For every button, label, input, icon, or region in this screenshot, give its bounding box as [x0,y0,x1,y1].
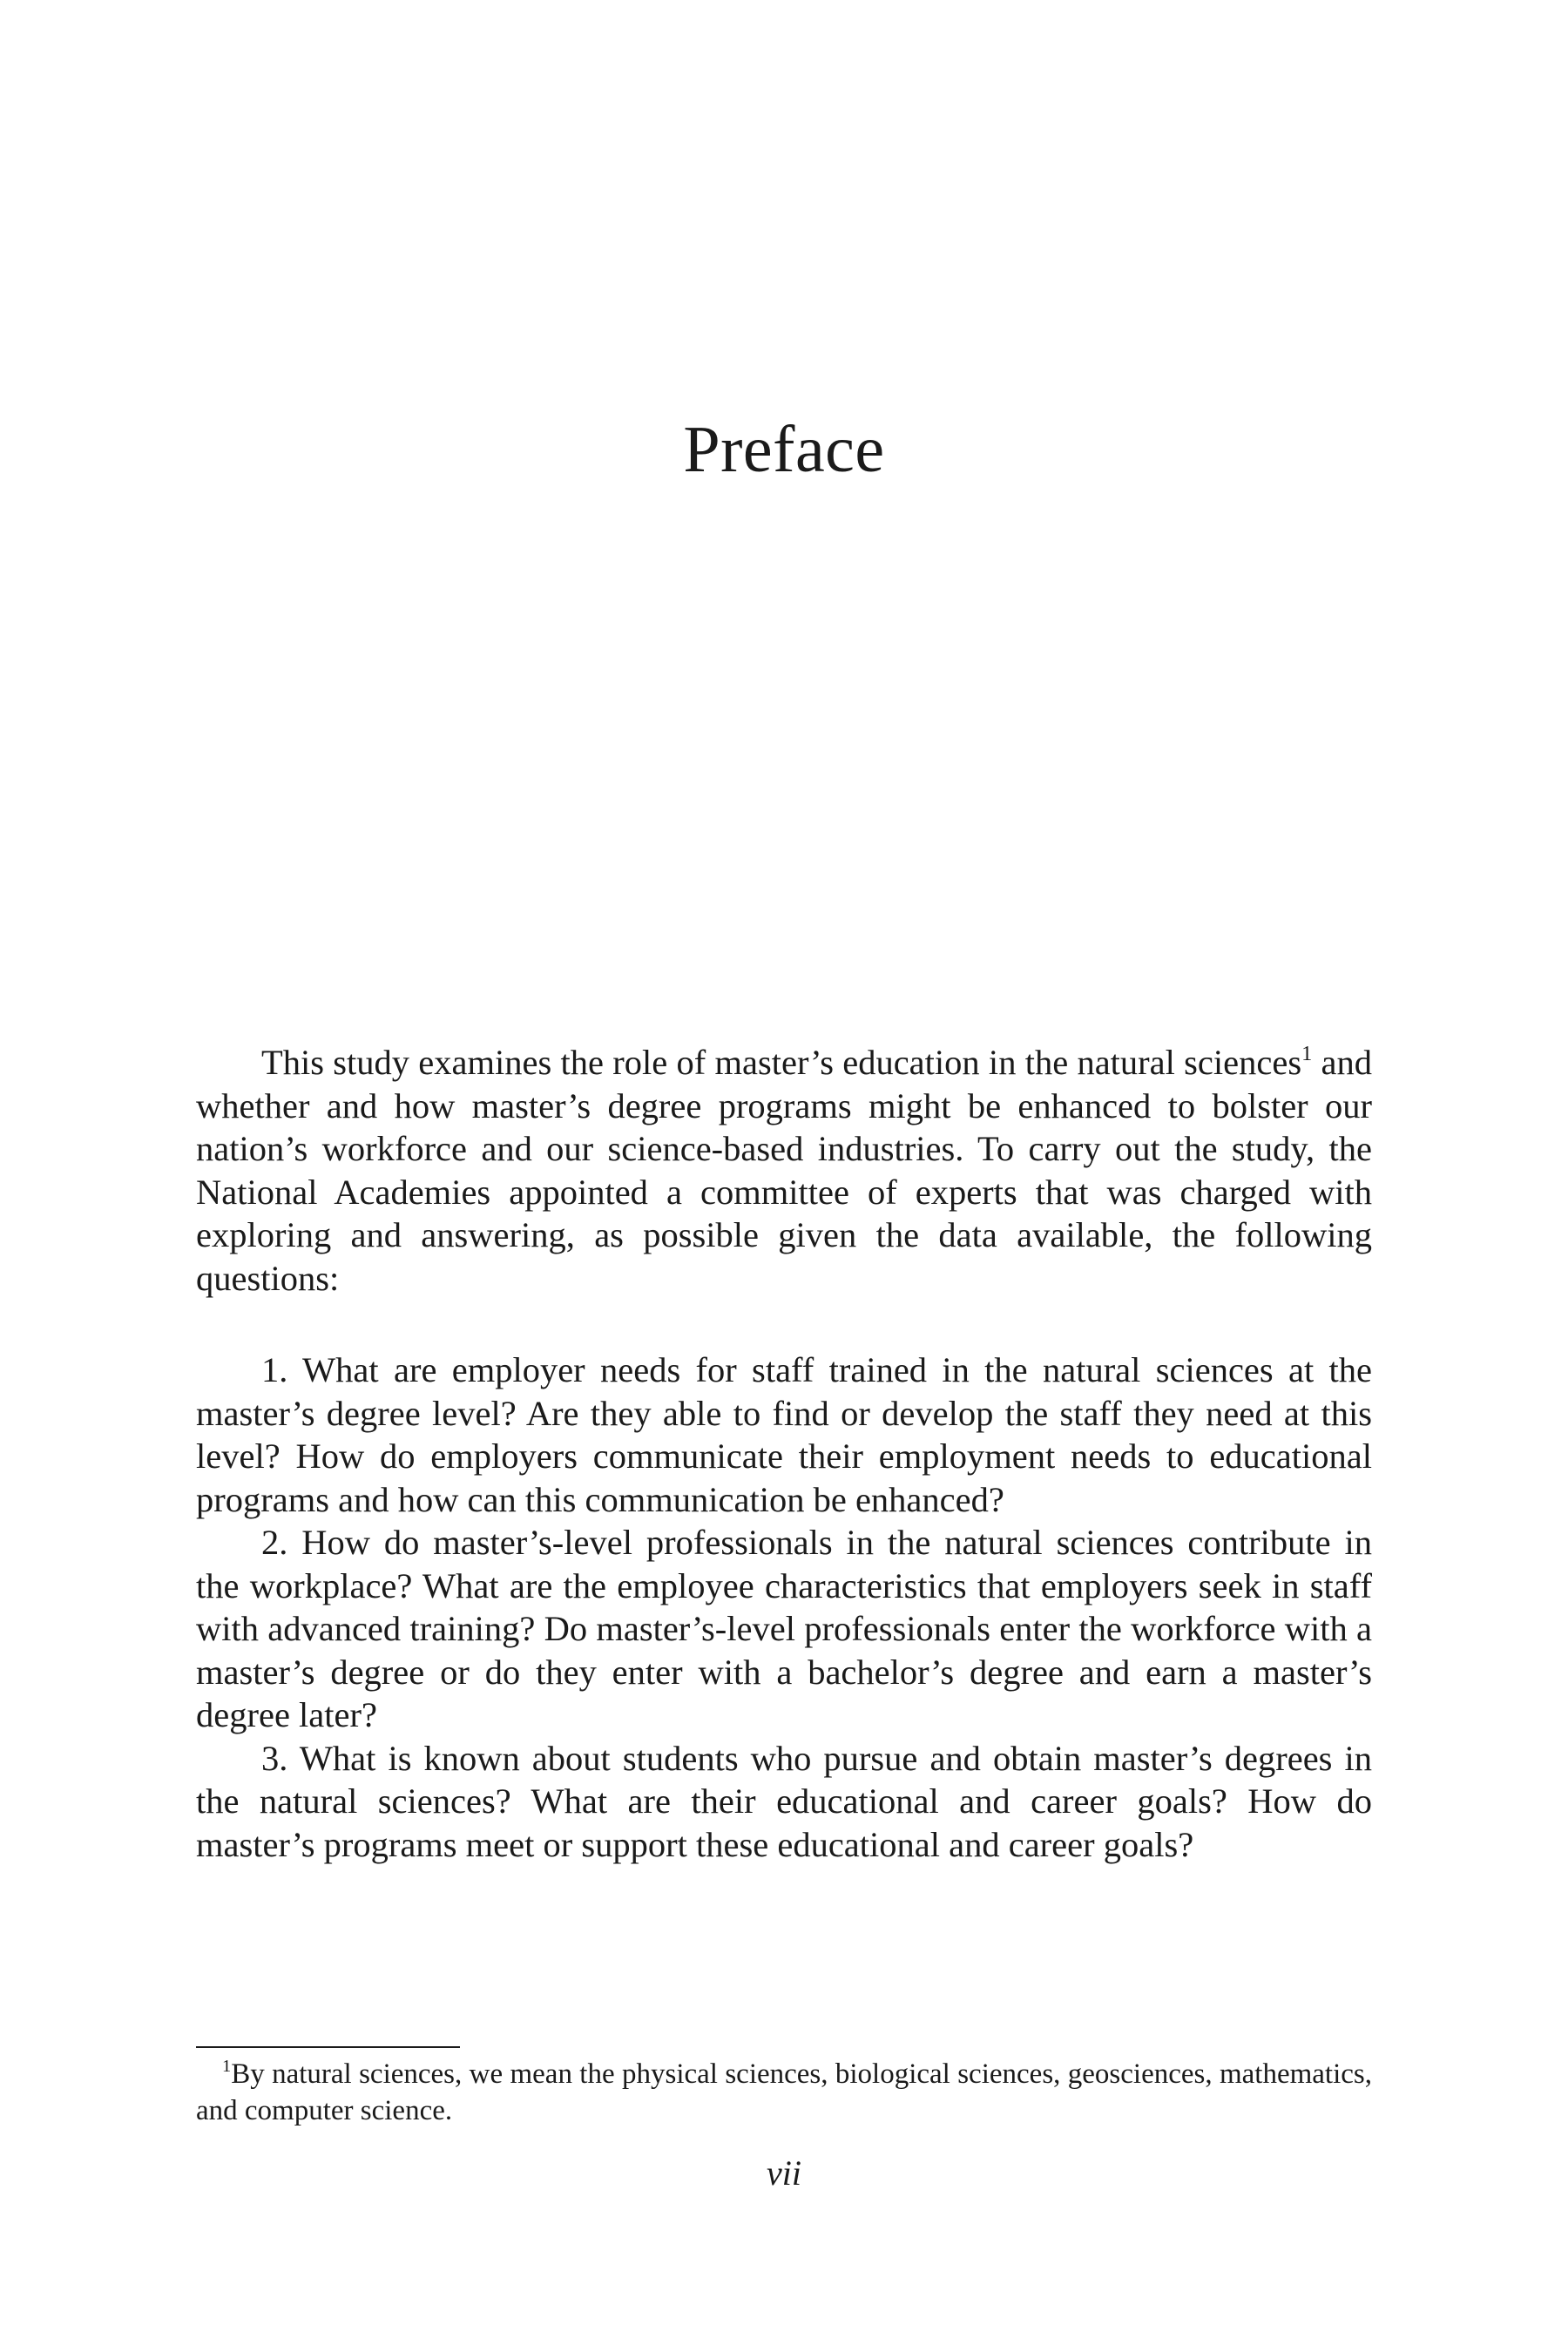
footnote-divider [196,2046,460,2048]
question-item: 3. What is known about students who pursue and obtain master’s degrees in the natural sciences? What are their educational and career goals? How do master’s programs meet or support these educational and career goals? [196,1738,1372,1864]
page-number: vii [767,2153,801,2193]
question-item: 1. What are employer needs for staff trained in the natural sciences at the master’s degree level? Are they able to find or develop the staff they need at this level? How do employers communicate their employment needs to educational programs and how can this communication be enhanced? [196,1350,1372,1519]
intro-text-after-note: and whether and how master’s degree programs might be enhanced to bolster our nation’s workforce and our science-based industries. To carry out the study, the National Academies appointed a committee of experts that was charged with exploring and answering, as possible given the data available, the following questions: [196,1043,1372,1298]
footnote [196,2056,1372,2129]
intro-text-before-note: This study examines the role of master’s education in the natural sciences [261,1043,1302,1082]
footnote-text: By natural sciences, we mean the physical sciences, biological sciences, geosciences, mathematics, and computer science. [196,2058,1372,2126]
question-item: 2. How do master’s-level professionals in the natural sciences contribute in the workplace? What are the employee characteristics that employers seek in staff with advanced training? Do master’s-level professionals enter the workforce with a master’s degree or do they enter with a bachelor’s degree and earn a master’s degree later? [196,1523,1372,1734]
page-title: Preface [683,413,885,486]
intro-section [196,1041,1372,1300]
intro-paragraph [196,1041,1372,1300]
footnote-marker: 1 [222,2056,232,2076]
question-list [196,1348,1372,1866]
footnote-reference[interactable]: 1 [1301,1042,1313,1066]
